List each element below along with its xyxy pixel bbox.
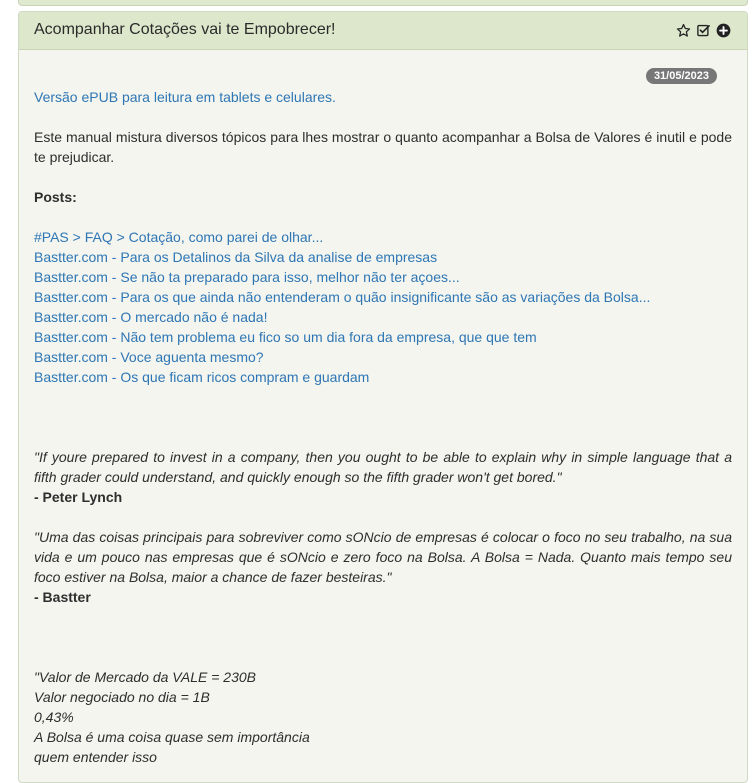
post-link-detalinos[interactable]: Bastter.com - Para os Detalinos da Silva da analise de empresas: [34, 249, 438, 265]
post-link-variacoes[interactable]: Bastter.com - Para os que ainda não entenderam o quão insignificante são as variações da Bolsa...: [34, 289, 651, 305]
header-icons: [675, 22, 731, 38]
post-panel: [18, 11, 748, 783]
date-badge: 31/05/2023: [646, 68, 717, 84]
post-link-cotacao[interactable]: #PAS > FAQ > Cotação, como parei de olhar...: [34, 229, 324, 245]
quote-vale: [34, 667, 732, 767]
quote-vale-line: 0,43%: [34, 709, 74, 725]
post-link-preparado[interactable]: Bastter.com - Se não ta preparado para isso, melhor não ter açoes...: [34, 269, 460, 285]
posts-label: Posts:: [34, 189, 77, 205]
page-margin: [0, 0, 18, 767]
quote-vale-line: quem entender isso: [34, 749, 157, 765]
intro-text: Este manual mistura diversos tópicos para lhes mostrar o quanto acompanhar a Bolsa de Valores é inutil e pode te prejudicar.: [34, 129, 732, 165]
quote-vale-line: "Valor de Mercado da VALE = 230B: [34, 669, 256, 685]
quote-peter-lynch: "If youre prepared to invest in a company, then you ought to be able to explain why in simple language that a fifth grader could understand, and quickly enough so the fifth grader won't get bored.": [34, 449, 732, 485]
quote-author-peter-lynch: - Peter Lynch: [34, 489, 123, 505]
previous-panel-edge: [18, 0, 748, 6]
check-square-icon[interactable]: [695, 22, 711, 38]
post-link-mercado[interactable]: Bastter.com - O mercado não é nada!: [34, 309, 268, 325]
post-body: [19, 50, 747, 767]
quote-author-bastter: - Bastter: [34, 589, 91, 605]
post-link-um-dia-fora[interactable]: Bastter.com - Não tem problema eu fico so um dia fora da empresa, que que tem: [34, 329, 537, 345]
posts-link-list: [34, 227, 732, 387]
quote-vale-line: Valor negociado no dia = 1B: [34, 689, 210, 705]
post-link-ricos[interactable]: Bastter.com - Os que ficam ricos compram e guardam: [34, 369, 370, 385]
panel-title: Acompanhar Cotações vai te Empobrecer!: [34, 21, 336, 38]
quote-vale-line: A Bolsa é uma coisa quase sem importância: [34, 729, 310, 745]
plus-circle-icon[interactable]: [715, 22, 731, 38]
quote-bastter: "Uma das coisas principais para sobreviver como sONcio de empresas é colocar o foco no seu trabalho, na sua vida e um pouco nas empresas que é sONcio e zero foco na Bolsa. A Bolsa = Nada. Quanto mais tempo seu foco estiver na Bolsa, maior a chance de fazer besteiras.": [34, 529, 732, 585]
epub-link[interactable]: Versão ePUB para leitura em tablets e celulares.: [34, 89, 336, 105]
panel-header: [19, 12, 747, 50]
star-outline-icon[interactable]: [675, 22, 691, 38]
post-link-aguenta[interactable]: Bastter.com - Voce aguenta mesmo?: [34, 349, 264, 365]
